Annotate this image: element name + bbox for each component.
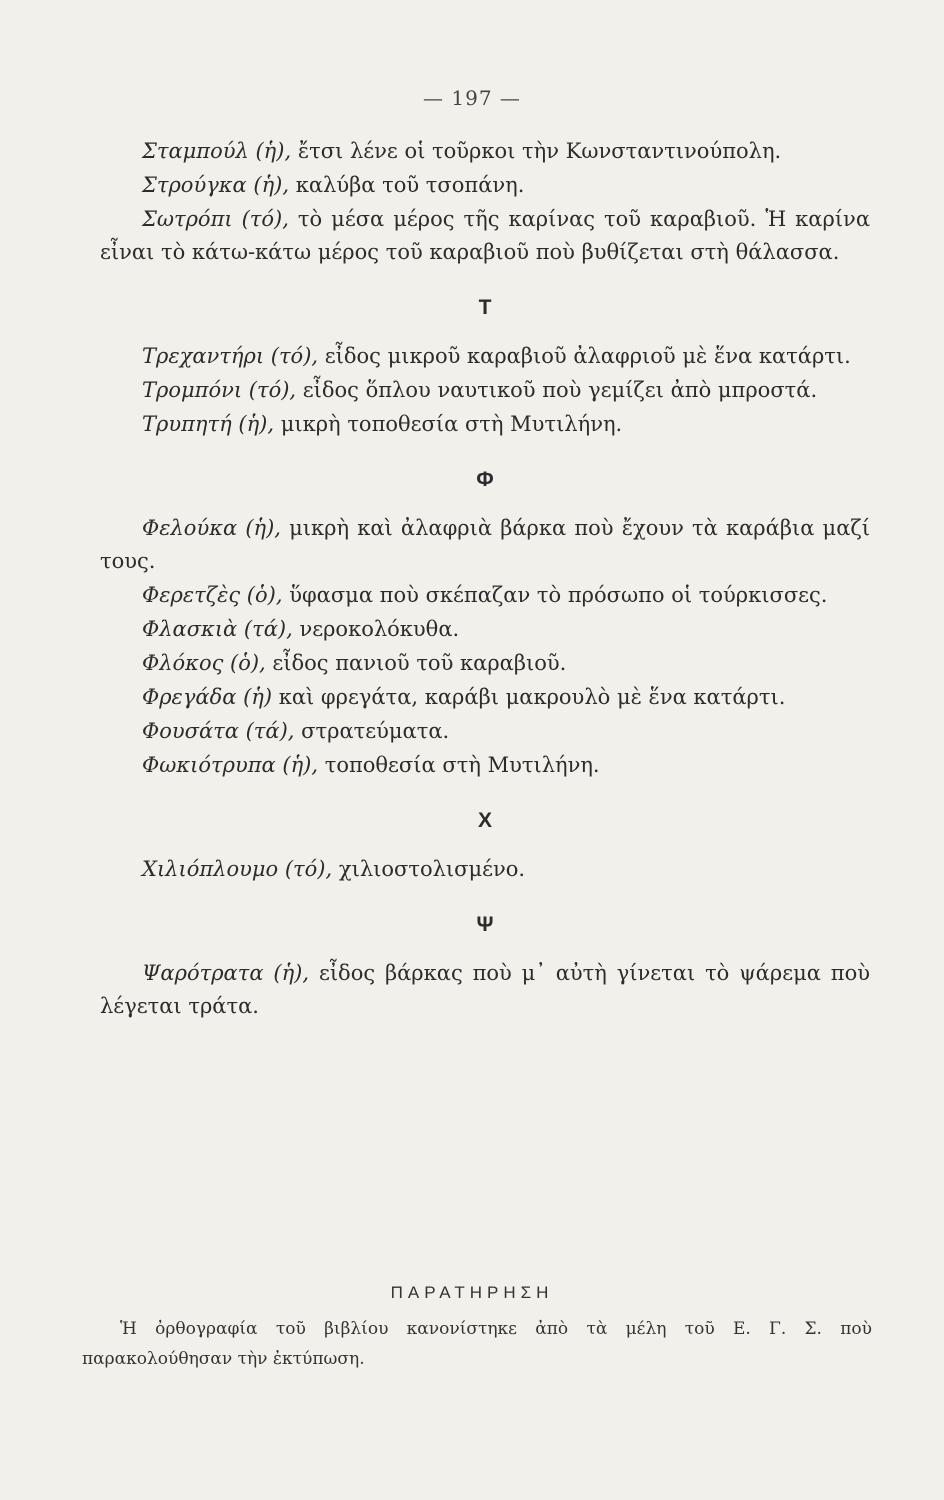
glossary-entry	[100, 169, 870, 202]
note-title: ΠΑΡΑΤΗΡΗΣΗ	[390, 1283, 554, 1302]
entry-term: Ψαρότρατα (ἡ),	[142, 961, 310, 985]
glossary-entry	[100, 408, 870, 441]
entry-term: Σταμπούλ (ἡ),	[142, 139, 292, 163]
entry-term: Φουσάτα (τά),	[142, 719, 295, 743]
glossary-entry	[100, 203, 870, 269]
entry-definition: ἔτσι λένε οἱ τοῦρκοι τὴν Κωνσταντινούπολη.	[291, 139, 782, 163]
entry-definition: στρατεύματα.	[294, 719, 450, 743]
entry-definition: τοποθεσία στὴ Μυτιλήνη.	[318, 753, 600, 777]
entry-term: Σωτρόπι (τό),	[142, 207, 289, 231]
glossary-entry	[100, 340, 870, 373]
entry-term: Φλασκιὰ (τά),	[142, 617, 293, 641]
entry-definition: καλύβα τοῦ τσοπάνη.	[289, 173, 525, 197]
entry-term: Τρυπητή (ἡ),	[142, 412, 275, 436]
entry-definition: καὶ φρεγάτα, καράβι μακρουλὸ μὲ ἕνα κατάρτι.	[272, 685, 786, 709]
entry-definition: εἶδος ὅπλου ναυτικοῦ ποὺ γεμίζει ἀπὸ μπροστά.	[296, 378, 818, 402]
entry-term: Φλόκος (ὁ),	[142, 651, 266, 675]
entry-term: Φωκιότρυπα (ἡ),	[142, 753, 319, 777]
entry-definition: χιλιοστολισμένο.	[332, 857, 526, 881]
glossary	[100, 135, 870, 1024]
glossary-entry	[100, 853, 870, 886]
entry-definition: μικρὴ τοποθεσία στὴ Μυτιλήνη.	[274, 412, 623, 436]
glossary-entry	[100, 681, 870, 714]
glossary-entry	[100, 579, 870, 612]
glossary-entry	[100, 613, 870, 646]
glossary-entry	[100, 957, 870, 1023]
section-letter: Τ	[478, 296, 492, 319]
glossary-section	[100, 291, 870, 441]
entry-term: Χιλιόπλουμο (τό),	[142, 857, 333, 881]
entry-definition: εἶδος πανιοῦ τοῦ καραβιοῦ.	[265, 651, 567, 675]
glossary-section	[100, 463, 870, 782]
section-letter: Φ	[476, 468, 494, 491]
section-letter: Χ	[477, 809, 492, 832]
page-number: — 197 —	[423, 86, 521, 110]
entry-term: Φελούκα (ἡ),	[142, 516, 281, 540]
glossary-section	[100, 908, 870, 1023]
glossary-entry	[100, 135, 870, 168]
glossary-entry	[100, 374, 870, 407]
entry-term: Φερετζὲς (ὁ),	[142, 583, 283, 607]
glossary-entry	[100, 647, 870, 680]
glossary-section	[100, 804, 870, 886]
glossary-entry	[100, 715, 870, 748]
note-text: Ἡ ὀρθογραφία τοῦ βιβλίου κανονίστηκε ἀπὸ τὰ μέλη τοῦ Ε. Γ. Σ. ποὺ παρακολούθησαν τὴν ἐκτύπωση.	[82, 1319, 872, 1369]
entry-definition: ὕφασμα ποὺ σκέπαζαν τὸ πρόσωπο οἱ τούρκισσες.	[282, 583, 828, 607]
entry-definition: τὸ μέσα μέρος τῆς καρίνας τοῦ καραβιοῦ. Ἡ καρίνα εἶναι τὸ κάτω-κάτω μέρος τοῦ καραβιοῦ ποὺ βυθίζεται στὴ θάλασσα.	[100, 207, 870, 264]
entry-term: Στρούγκα (ἡ),	[142, 173, 290, 197]
section-letter: Ψ	[476, 913, 494, 936]
entry-definition: εἶδος βάρκας ποὺ μ᾽ αὐτὴ γίνεται τὸ ψάρεμα ποὺ λέγεται τράτα.	[100, 961, 870, 1018]
entry-definition: νεροκολόκυθα.	[292, 617, 460, 641]
entry-term: Τρομπόνι (τό),	[142, 378, 297, 402]
entry-term: Φρεγάδα (ἡ)	[142, 685, 273, 709]
glossary-section	[100, 135, 870, 269]
glossary-entry	[100, 749, 870, 782]
entry-definition: εἶδος μικροῦ καραβιοῦ ἀλαφριοῦ μὲ ἕνα κατάρτι.	[318, 344, 851, 368]
entry-term: Τρεχαντήρι (τό),	[142, 344, 319, 368]
glossary-entry	[100, 512, 870, 578]
entry-definition: μικρὴ καὶ ἀλαφριὰ βάρκα ποὺ ἔχουν τὰ καράβια μαζί τους.	[100, 516, 870, 573]
